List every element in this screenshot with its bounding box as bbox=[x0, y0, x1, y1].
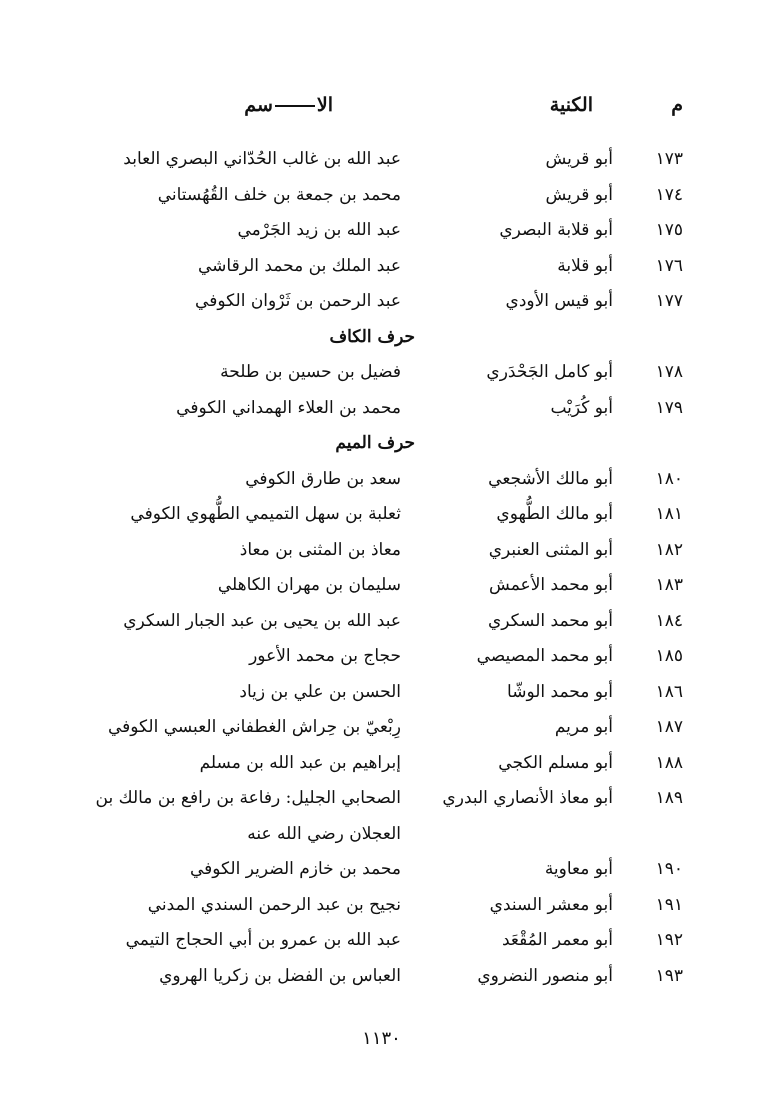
row-number: ١٨٧ bbox=[655, 717, 683, 737]
row-name: فضيل بن حسين بن طلحة bbox=[220, 362, 401, 382]
row-kunya: أبو قلابة bbox=[557, 255, 613, 276]
table-row bbox=[0, 213, 763, 249]
row-number: ١٨٥ bbox=[655, 646, 683, 666]
row-kunya: أبو مريم bbox=[554, 717, 613, 737]
table-row bbox=[0, 923, 763, 959]
row-name: عبد الله بن غالب الحُدّاني البصري العابد bbox=[123, 149, 401, 169]
table-row bbox=[0, 391, 763, 427]
table-row bbox=[0, 355, 763, 391]
row-number: ١٨٣ bbox=[655, 575, 683, 595]
row-kunya: أبو محمد المصيصي bbox=[476, 646, 613, 666]
row-kunya: أبو المثنى العنبري bbox=[488, 539, 613, 560]
row-number: ١٨٨ bbox=[655, 752, 683, 773]
table-row bbox=[0, 959, 763, 995]
table-row bbox=[0, 604, 763, 640]
table-row bbox=[0, 675, 763, 711]
row-name: محمد بن العلاء الهمداني الكوفي bbox=[176, 397, 401, 418]
row-name: إبراهيم بن عبد الله بن مسلم bbox=[199, 752, 401, 773]
row-number: ١٨٦ bbox=[655, 681, 683, 702]
row-name: سليمان بن مهران الكاهلي bbox=[217, 575, 401, 595]
row-kunya: أبو قريش bbox=[545, 184, 613, 205]
row-number: ١٨٤ bbox=[655, 610, 683, 631]
row-kunya: أبو مسلم الكجي bbox=[498, 752, 613, 773]
row-number: ١٧٤ bbox=[655, 184, 683, 205]
row-kunya: أبو معاوية bbox=[544, 859, 613, 879]
row-kunya: أبو قلابة البصري bbox=[499, 220, 613, 240]
table-row bbox=[0, 781, 763, 852]
table-row bbox=[0, 178, 763, 214]
row-number: ١٨٠ bbox=[655, 468, 683, 489]
row-name: نجيح بن عبد الرحمن السندي المدني bbox=[147, 894, 401, 915]
row-number: ١٨٩ bbox=[655, 788, 683, 808]
row-name: رِبْعيّ بن حِراش الغطفاني العبسي الكوفي bbox=[107, 717, 401, 737]
table-row bbox=[0, 497, 763, 533]
row-kunya: أبو محمد الأعمش bbox=[489, 575, 613, 595]
table-row bbox=[0, 639, 763, 675]
table-row bbox=[0, 142, 763, 178]
row-kunya: أبو قريش bbox=[545, 149, 613, 169]
row-name: عبد الملك بن محمد الرقاشي bbox=[197, 255, 401, 276]
row-name: سعد بن طارق الكوفي bbox=[245, 468, 401, 489]
row-number: ١٧٨ bbox=[655, 362, 683, 382]
row-name: محمد بن جمعة بن خلف القُهُستاني bbox=[157, 184, 401, 205]
header-name bbox=[244, 94, 333, 116]
row-name: عبد الله بن زيد الجَرْمي bbox=[237, 220, 401, 240]
row-name: الحسن بن علي بن زياد bbox=[239, 681, 401, 702]
row-kunya: أبو معمر المُقْعَد bbox=[501, 930, 613, 950]
header-number: م bbox=[671, 94, 683, 116]
table-row bbox=[0, 888, 763, 924]
page-number: ١١٣٠ bbox=[362, 1028, 401, 1049]
header-name-start: الا bbox=[316, 94, 333, 116]
row-number: ١٩٣ bbox=[655, 965, 683, 986]
row-kunya: أبو مالك الأشجعي bbox=[488, 468, 613, 489]
table-row bbox=[0, 284, 763, 320]
row-name: ثعلبة بن سهل التميمي الطُّهوي الكوفي bbox=[130, 504, 401, 524]
row-kunya: أبو محمد الوشّا bbox=[507, 681, 613, 702]
row-number: ١٩١ bbox=[655, 894, 683, 915]
table-row bbox=[0, 568, 763, 604]
row-kunya: أبو معاذ الأنصاري البدري bbox=[442, 788, 613, 808]
row-name: عبد الرحمن بن ثَرْوان الكوفي bbox=[195, 291, 401, 311]
row-number: ١٧٣ bbox=[655, 149, 683, 169]
row-number: ١٩٠ bbox=[655, 859, 683, 879]
header-kunya: الكنية bbox=[549, 94, 593, 116]
table-header bbox=[0, 94, 763, 124]
row-name: حجاج بن محمد الأعور bbox=[249, 646, 401, 666]
kashida-stretch bbox=[275, 105, 315, 107]
section-title: حرف الميم bbox=[335, 433, 415, 453]
row-number: ١٨١ bbox=[655, 504, 683, 524]
row-number: ١٧٦ bbox=[655, 255, 683, 276]
section-title: حرف الكاف bbox=[329, 326, 415, 347]
row-kunya: أبو معشر السندي bbox=[489, 894, 613, 915]
row-name: عبد الله بن يحيى بن عبد الجبار السكري bbox=[123, 610, 401, 631]
kunya-table bbox=[0, 142, 763, 994]
row-kunya: أبو كُرَيْب bbox=[550, 397, 613, 418]
row-kunya: أبو مالك الطُّهوي bbox=[496, 504, 613, 524]
header-name-end: سم bbox=[244, 94, 273, 116]
table-row bbox=[0, 852, 763, 888]
row-number: ١٧٧ bbox=[655, 291, 683, 311]
row-name: الصحابي الجليل: رفاعة بن رافع بن مالك بن العجلان رضي الله عنه bbox=[95, 788, 401, 844]
section-heading bbox=[0, 426, 763, 462]
row-kunya: أبو كامل الجَحْدَري bbox=[486, 362, 613, 382]
table-row bbox=[0, 462, 763, 498]
row-number: ١٩٢ bbox=[655, 930, 683, 950]
row-kunya: أبو محمد السكري bbox=[487, 610, 613, 631]
row-name: محمد بن خازم الضرير الكوفي bbox=[189, 859, 401, 879]
row-number: ١٧٥ bbox=[655, 220, 683, 240]
row-name: معاذ بن المثنى بن معاذ bbox=[239, 539, 401, 560]
table-row bbox=[0, 533, 763, 569]
table-row bbox=[0, 710, 763, 746]
row-number: ١٧٩ bbox=[655, 397, 683, 418]
section-heading bbox=[0, 320, 763, 356]
row-name: عبد الله بن عمرو بن أبي الحجاج التيمي bbox=[125, 930, 401, 950]
row-number: ١٨٢ bbox=[655, 539, 683, 560]
table-row bbox=[0, 249, 763, 285]
row-name: العباس بن الفضل بن زكريا الهروي bbox=[159, 965, 401, 986]
row-kunya: أبو منصور النضروي bbox=[477, 965, 613, 986]
table-row bbox=[0, 746, 763, 782]
row-kunya: أبو قيس الأودي bbox=[505, 291, 613, 311]
